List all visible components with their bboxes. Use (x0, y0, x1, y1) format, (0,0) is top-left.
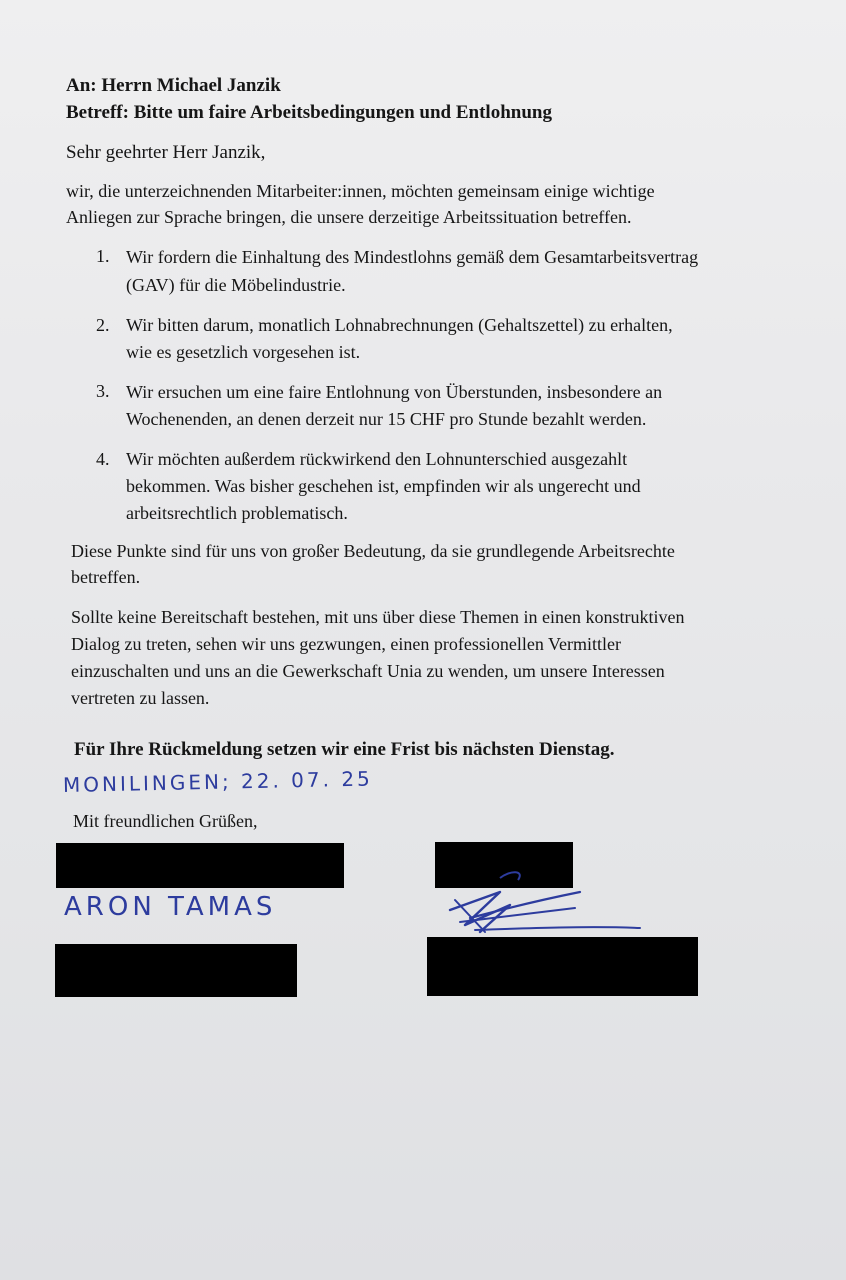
deadline-line: Für Ihre Rückmeldung setzen wir eine Frist bis nächsten Dienstag. (74, 739, 615, 760)
list-item-line: (GAV) für die Möbelindustrie. (126, 275, 346, 295)
list-item-number: 4. (96, 449, 110, 469)
redaction-box (55, 944, 297, 997)
escalation-paragraph-line: vertreten zu lassen. (71, 688, 210, 708)
importance-paragraph-line: Diese Punkte sind für uns von großer Bedeutung, da sie grundlegende Arbeitsrechte (71, 541, 675, 561)
list-item-line: bekommen. Was bisher geschehen ist, empfinden wir als ungerecht und (126, 476, 641, 496)
escalation-paragraph-line: Sollte keine Bereitschaft bestehen, mit uns über diese Themen in einen konstruktiven (71, 607, 685, 627)
intro-line: Anliegen zur Sprache bringen, die unsere derzeitige Arbeitssituation betreffen. (66, 207, 632, 227)
list-item-line: Wir fordern die Einhaltung des Mindestlohns gemäß dem Gesamtarbeitsvertrag (126, 247, 699, 267)
list-item-line: wie es gesetzlich vorgesehen ist. (126, 342, 361, 362)
list-item-line: Wochenenden, an denen derzeit nur 15 CHF pro Stunde bezahlt werden. (126, 409, 647, 429)
list-item-number: 3. (96, 381, 110, 401)
salutation: Sehr geehrter Herr Janzik, (66, 142, 266, 163)
list-item-number: 2. (96, 315, 110, 335)
list-item-line: Wir bitten darum, monatlich Lohnabrechnungen (Gehaltszettel) zu erhalten, (126, 315, 673, 335)
redaction-box (56, 843, 344, 888)
handwritten-place-date: MONILINGEN; 22. 07. 25 (62, 766, 374, 797)
list-item-line: Wir möchten außerdem rückwirkend den Lohnunterschied ausgezahlt (126, 449, 628, 469)
escalation-paragraph-line: einzuschalten und uns an die Gewerkschaft Unia zu wenden, um unsere Interessen (71, 661, 665, 681)
importance-paragraph-line: betreffen. (71, 567, 141, 587)
closing-line: Mit freundlichen Grüßen, (73, 811, 258, 831)
handwritten-name: ARON TAMAS (64, 892, 277, 922)
list-item-line: Wir ersuchen um eine faire Entlohnung von Überstunden, insbesondere an (126, 382, 663, 402)
intro-line: wir, die unterzeichnenden Mitarbeiter:innen, möchten gemeinsam einige wichtige (66, 181, 655, 201)
escalation-paragraph-line: Dialog zu treten, sehen wir uns gezwungen, einen professionellen Vermittler (71, 634, 622, 654)
list-item-number: 1. (96, 246, 110, 266)
subject-line: Betreff: Bitte um faire Arbeitsbedingungen und Entlohnung (66, 102, 552, 123)
recipient-line: An: Herrn Michael Janzik (66, 75, 281, 96)
list-item-line: arbeitsrechtlich problematisch. (126, 503, 348, 523)
redaction-box (427, 937, 698, 996)
